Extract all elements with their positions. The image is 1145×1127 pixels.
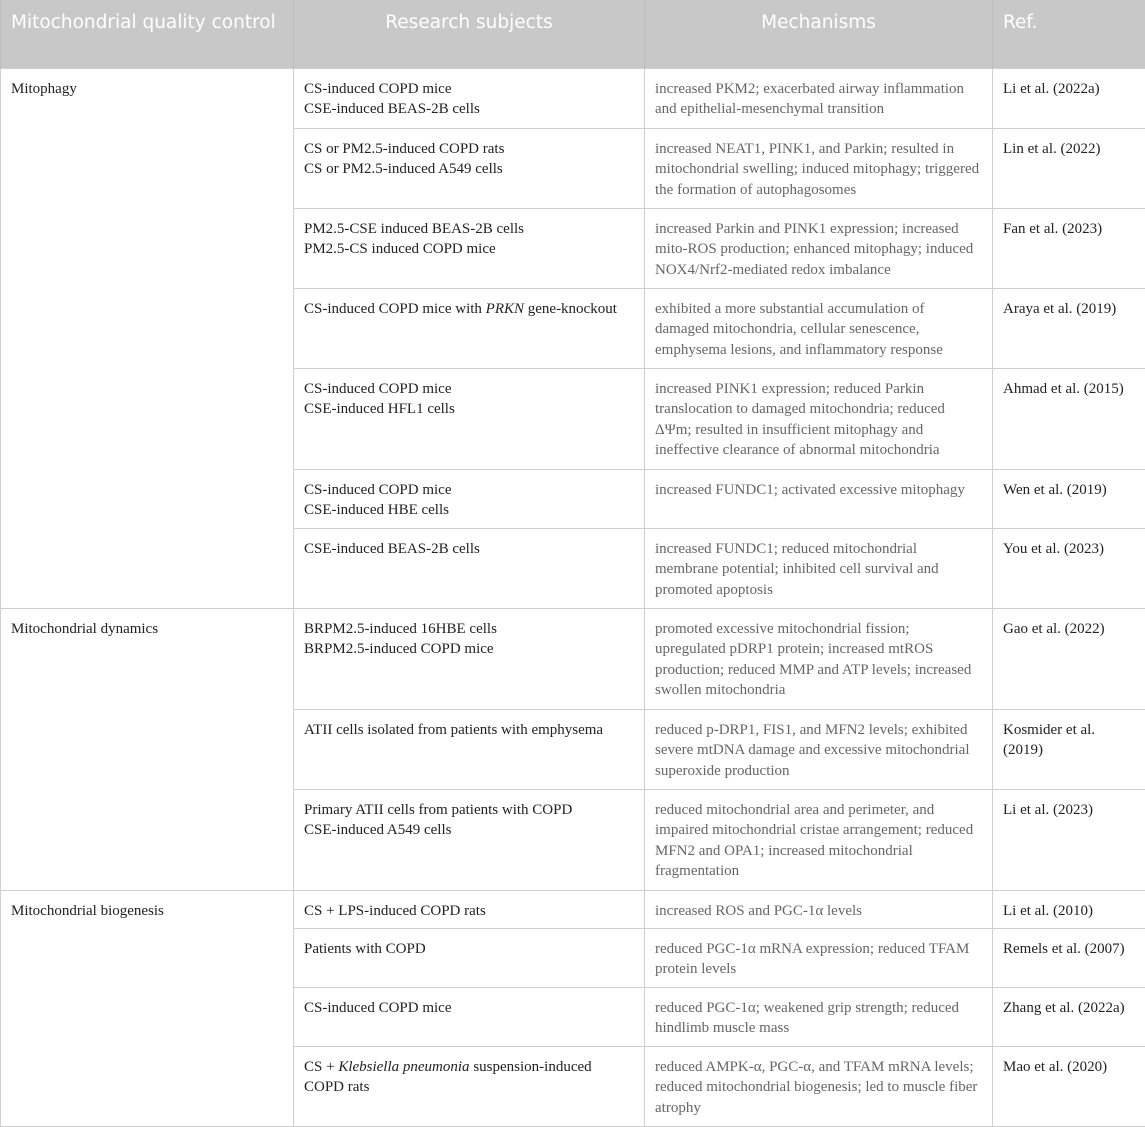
subjects-cell xyxy=(294,709,645,789)
mechanisms-cell: increased Parkin and PINK1 expression; increased mito-ROS production; enhanced mitophagy; induced NOX4/Nrf2-mediated redox imbalance xyxy=(645,208,993,288)
subject-line: CS-induced COPD mice xyxy=(304,481,452,498)
subject-line: CSE-induced A549 cells xyxy=(304,822,452,838)
subjects-cell xyxy=(294,208,645,288)
ref-cell: Fan et al. (2023) xyxy=(993,208,1145,288)
mechanisms-cell: increased FUNDC1; reduced mitochondrial membrane potential; inhibited cell survival and promoted apoptosis xyxy=(645,528,993,608)
ref-cell: Remels et al. (2007) xyxy=(993,928,1145,987)
mechanisms-cell: reduced p-DRP1, FIS1, and MFN2 levels; exhibited severe mtDNA damage and excessive mitochondrial superoxide production xyxy=(645,709,993,789)
mechanisms-cell: increased NEAT1, PINK1, and Parkin; resulted in mitochondrial swelling; induced mitophagy; triggered the formation of autophagosomes xyxy=(645,128,993,208)
mechanisms-cell: reduced mitochondrial area and perimeter, and impaired mitochondrial cristae arrangement; reduced MFN2 and OPA1; increased mitochondrial fragmentation xyxy=(645,789,993,890)
category-cell: Mitophagy xyxy=(1,68,294,608)
subject-line: CS or PM2.5-induced A549 cells xyxy=(304,161,503,177)
mechanisms-cell: increased PINK1 expression; reduced Parkin translocation to damaged mitochondria; reduced ΔΨm; resulted in insufficient mitophagy and ineffective clearance of abnormal mitochondria xyxy=(645,368,993,469)
italic-term: PRKN xyxy=(485,300,524,317)
subject-line: BRPM2.5-induced 16HBE cells xyxy=(304,620,497,637)
subject-line: CS-induced COPD mice xyxy=(304,999,452,1016)
subject-text: gene-knockout xyxy=(524,300,617,317)
subjects-cell xyxy=(294,987,645,1046)
subject-line: CSE-induced BEAS-2B cells xyxy=(304,540,480,557)
ref-cell: Wen et al. (2019) xyxy=(993,469,1145,528)
subject-text: CS-induced COPD mice with xyxy=(304,300,486,317)
ref-cell: Mao et al. (2020) xyxy=(993,1046,1145,1126)
ref-cell: Araya et al. (2019) xyxy=(993,288,1145,368)
subject-line: ATII cells isolated from patients with emphysema xyxy=(304,721,604,738)
subjects-cell xyxy=(294,928,645,987)
subject-line: CSE-induced HFL1 cells xyxy=(304,401,455,417)
ref-cell: Li et al. (2022a) xyxy=(993,68,1145,128)
mechanisms-cell: increased PKM2; exacerbated airway inflammation and epithelial-mesenchymal transition xyxy=(645,68,993,128)
ref-cell: You et al. (2023) xyxy=(993,528,1145,608)
header-quality-control: Mitochondrial quality control xyxy=(1,0,294,68)
subjects-cell xyxy=(294,528,645,608)
subject-line: CS + LPS-induced COPD rats xyxy=(304,902,486,919)
subject-text: suspension-induced COPD rats xyxy=(304,1058,592,1095)
header-ref: Ref. xyxy=(993,0,1145,68)
subjects-cell xyxy=(294,890,645,928)
subjects-cell xyxy=(294,288,645,368)
subject-text: CS + xyxy=(304,1058,339,1075)
subject-line: CS-induced COPD mice xyxy=(304,380,452,397)
ref-cell: Lin et al. (2022) xyxy=(993,128,1145,208)
mechanisms-cell: reduced AMPK-α, PGC-α, and TFAM mRNA levels; reduced mitochondrial biogenesis; led to muscle fiber atrophy xyxy=(645,1046,993,1126)
subjects-cell xyxy=(294,469,645,528)
subject-line: Patients with COPD xyxy=(304,940,426,957)
mechanisms-cell: exhibited a more substantial accumulation of damaged mitochondria, cellular senescence, emphysema lesions, and inflammatory response xyxy=(645,288,993,368)
subjects-cell xyxy=(294,1046,645,1126)
subject-line: CSE-induced BEAS-2B cells xyxy=(304,101,480,117)
mechanisms-cell: reduced PGC-1α; weakened grip strength; reduced hindlimb muscle mass xyxy=(645,987,993,1046)
header-research-subjects: Research subjects xyxy=(294,0,645,68)
table-body xyxy=(1,68,1145,1126)
ref-cell: Kosmider et al. (2019) xyxy=(993,709,1145,789)
subjects-cell xyxy=(294,789,645,890)
table-header xyxy=(1,0,1145,68)
ref-cell: Li et al. (2023) xyxy=(993,789,1145,890)
table-row xyxy=(1,890,1145,928)
subject-line: Primary ATII cells from patients with COPD xyxy=(304,801,573,818)
subject-line: BRPM2.5-induced COPD mice xyxy=(304,641,494,657)
mechanisms-cell: reduced PGC-1α mRNA expression; reduced TFAM protein levels xyxy=(645,928,993,987)
ref-cell: Ahmad et al. (2015) xyxy=(993,368,1145,469)
subject-line: CS-induced COPD mice xyxy=(304,80,452,97)
ref-cell: Zhang et al. (2022a) xyxy=(993,987,1145,1046)
header-mechanisms: Mechanisms xyxy=(645,0,993,68)
italic-term: Klebsiella pneumonia xyxy=(338,1058,470,1075)
subjects-cell xyxy=(294,608,645,709)
ref-cell: Gao et al. (2022) xyxy=(993,608,1145,709)
mechanisms-cell: increased FUNDC1; activated excessive mitophagy xyxy=(645,469,993,528)
subject-line: CS or PM2.5-induced COPD rats xyxy=(304,140,505,157)
mechanisms-cell: promoted excessive mitochondrial fission; upregulated pDRP1 protein; increased mtROS production; reduced MMP and ATP levels; increased swollen mitochondria xyxy=(645,608,993,709)
category-cell: Mitochondrial biogenesis xyxy=(1,890,294,1126)
ref-cell: Li et al. (2010) xyxy=(993,890,1145,928)
category-cell: Mitochondrial dynamics xyxy=(1,608,294,890)
subject-line: PM2.5-CS induced COPD mice xyxy=(304,241,496,257)
table-row xyxy=(1,68,1145,128)
subjects-cell xyxy=(294,128,645,208)
mechanisms-cell: increased ROS and PGC-1α levels xyxy=(645,890,993,928)
subjects-cell xyxy=(294,368,645,469)
subject-line: PM2.5-CSE induced BEAS-2B cells xyxy=(304,220,524,237)
table-row xyxy=(1,608,1145,709)
subjects-cell xyxy=(294,68,645,128)
subject-line: CSE-induced HBE cells xyxy=(304,502,449,518)
